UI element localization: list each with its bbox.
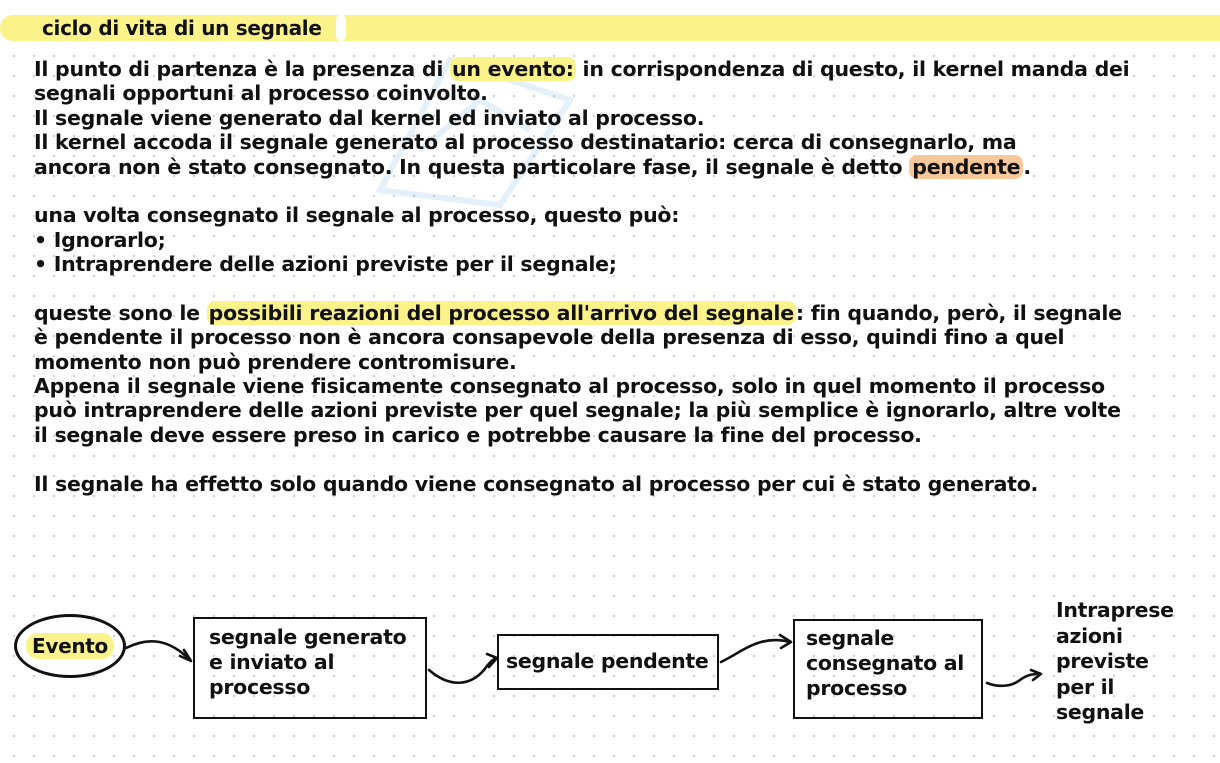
text-segment: queste sono le xyxy=(34,300,207,325)
text-segment: • Intraprendere delle azioni previste per il segnale; xyxy=(34,252,617,277)
page-title: ciclo di vita di un segnale xyxy=(42,16,322,40)
text-line xyxy=(34,350,1204,374)
generated-signal-line: segnale generato xyxy=(209,625,407,649)
text-segment: il segnale deve essere preso in carico e potrebbe causare la fine del processo. xyxy=(34,422,922,447)
text-line xyxy=(34,130,1204,154)
highlighted-keyword: pendente xyxy=(909,155,1023,179)
delivered-signal-line: segnale xyxy=(806,626,895,650)
delivered-signal-box xyxy=(793,619,983,719)
delivered-signal-line: processo xyxy=(806,676,908,700)
event-node xyxy=(14,614,126,678)
generated-signal-line: processo xyxy=(209,675,311,699)
text-line xyxy=(34,325,1204,349)
generated-signal-box xyxy=(193,617,427,719)
paragraph-gap xyxy=(34,179,1204,203)
connector-pending-to-delivered xyxy=(721,640,790,662)
highlighted-term: possibili reazioni del processo all'arrivo del segnale xyxy=(208,300,794,325)
text-segment: Il punto di partenza è la presenza di xyxy=(34,57,450,81)
highlighted-term: un evento: xyxy=(452,57,574,81)
text-segment: Il kernel accoda il segnale generato al processo destinatario: cerca di consegnarlo, ma xyxy=(34,130,1017,155)
actions-taken-label xyxy=(1056,598,1174,726)
text-segment: . xyxy=(1023,154,1031,179)
text-line xyxy=(34,374,1204,398)
text-segment: • Ignorarlo; xyxy=(34,227,166,252)
actions-taken-line: Intraprese xyxy=(1056,598,1174,622)
text-segment: Il segnale ha effetto solo quando viene consegnato al processo per cui è stato generato. xyxy=(34,471,1039,496)
text-line xyxy=(34,106,1204,130)
text-segment: ancora non è stato consegnato. In questa particolare fase, il segnale è detto xyxy=(34,154,910,179)
text-segment: una volta consegnato il segnale al processo, questo può: xyxy=(34,203,680,228)
paragraph-gap xyxy=(34,447,1204,471)
text-line xyxy=(34,423,1204,447)
connector-generated-to-pending xyxy=(429,658,496,683)
pending-signal-line: segnale pendente xyxy=(506,649,709,673)
event-label: Evento xyxy=(26,633,114,659)
text-segment: segnali opportuni al processo coinvolto. xyxy=(34,81,488,106)
text-line xyxy=(34,472,1204,496)
text-line xyxy=(34,301,1204,325)
text-line xyxy=(34,252,1204,276)
delivered-signal-line: consegnato al xyxy=(806,651,965,675)
text-line xyxy=(34,57,1204,81)
generated-signal-line: e inviato al xyxy=(209,650,335,674)
text-segment: Appena il segnale viene fisicamente consegnato al processo, solo in quel momento il processo xyxy=(34,374,1105,399)
text-line xyxy=(34,398,1204,422)
actions-taken-line: segnale xyxy=(1056,700,1145,724)
actions-taken-line: previste xyxy=(1056,649,1149,673)
text-line xyxy=(34,203,1204,227)
actions-taken-line: azioni xyxy=(1056,623,1123,648)
text-line xyxy=(34,228,1204,252)
text-segment: : fin quando, però, il segnale xyxy=(795,300,1122,325)
text-line xyxy=(34,81,1204,105)
pending-signal-box xyxy=(497,634,719,690)
text-line xyxy=(34,155,1204,179)
actions-taken-line: per il xyxy=(1056,674,1115,699)
text-segment: è pendente il processo non è ancora consapevole della presenza di esso, quindi fino a quel xyxy=(34,325,1065,350)
title-highlight-gap xyxy=(336,15,346,41)
text-segment: Il segnale viene generato dal kernel ed inviato al processo. xyxy=(34,105,705,130)
text-segment: momento non può prendere contromisure. xyxy=(34,349,517,374)
paragraph-gap xyxy=(34,277,1204,301)
notes-body xyxy=(34,57,1204,496)
text-segment: può intraprendere delle azioni previste per quel segnale; la più semplice è ignorarlo, altre volte xyxy=(34,398,1121,423)
text-segment: in corrispondenza di questo, il kernel manda dei xyxy=(575,57,1130,81)
